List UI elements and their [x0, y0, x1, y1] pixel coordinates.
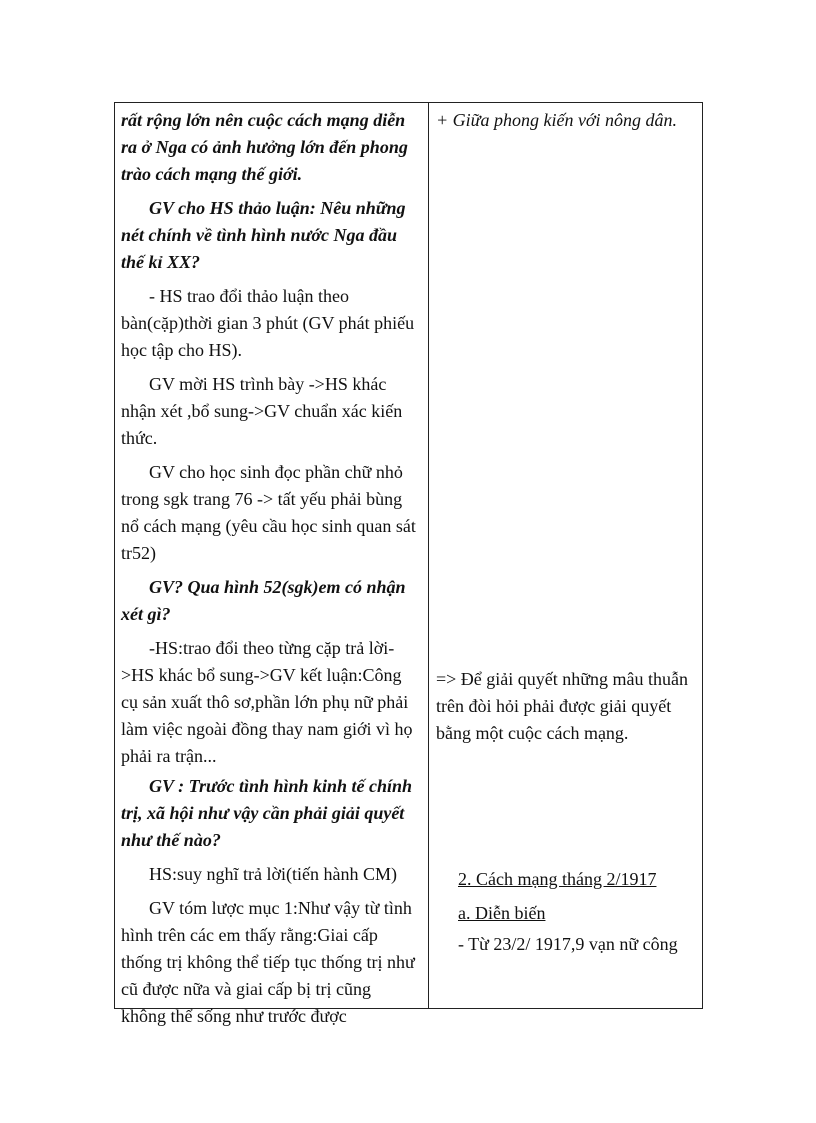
- presentation-step: GV mời HS trình bày ->HS khác nhận xét ,bổ sung->GV chuẩn xác kiến thức.: [121, 374, 403, 448]
- contradiction-item: + Giữa phong kiến với nông dân.: [436, 110, 678, 130]
- pair-discussion-conclusion: -HS:trao đổi theo từng cặp trả lời->HS khác bổ sung->GV kết luận:Công cụ sản xuất thô sơ,phần lớn phụ nữ phải làm việc ngoài đồng thay nam giới vì họ phải ra trận...: [121, 638, 413, 766]
- subsection-heading: a. Diễn biến: [458, 903, 546, 923]
- figure-question: GV? Qua hình 52(sgk)em có nhận xét gì?: [121, 577, 406, 624]
- lesson-table: [114, 102, 703, 1026]
- reading-step: GV cho học sinh đọc phần chữ nhỏ trong sgk trang 76 -> tất yếu phải bùng nổ cách mạng (yêu cầu học sinh quan sát tr52): [121, 462, 416, 563]
- paragraph-intro: rất rộng lớn nên cuộc cách mạng diễn ra ở Nga có ảnh hưởng lớn đến phong trào cách mạng thế giới.: [121, 110, 408, 184]
- discussion-question: GV cho HS thảo luận: Nêu những nét chính về tình hình nước Nga đầu thế kỉ XX?: [121, 198, 406, 272]
- teacher-student-activity-column: [115, 103, 428, 1026]
- column-divider: [428, 103, 429, 1008]
- solution-question: GV : Trước tình hình kinh tế chính trị, xã hội như vậy cần phải giải quyết như thế nào?: [121, 776, 413, 850]
- lesson-content-column: [430, 103, 702, 1008]
- events-text: - Từ 23/2/ 1917,9 vạn nữ công: [458, 934, 678, 954]
- student-answer: HS:suy nghĩ trả lời(tiến hành CM): [149, 864, 398, 884]
- section-heading: 2. Cách mạng tháng 2/1917: [458, 869, 657, 889]
- conclusion-text: => Để giải quyết những mâu thuẫn trên đòi hỏi phải được giải quyết bằng một cuộc cách mạng.: [436, 669, 689, 743]
- section-summary: GV tóm lược mục 1:Như vậy từ tình hình trên các em thấy rằng:Giai cấp thống trị không thể tiếp tục thống trị như cũ được nữa và giai cấp bị trị cũng không thể sống như trước được: [121, 898, 415, 1026]
- discussion-instruction: - HS trao đổi thảo luận theo bàn(cặp)thời gian 3 phút (GV phát phiếu học tập cho HS).: [121, 286, 415, 360]
